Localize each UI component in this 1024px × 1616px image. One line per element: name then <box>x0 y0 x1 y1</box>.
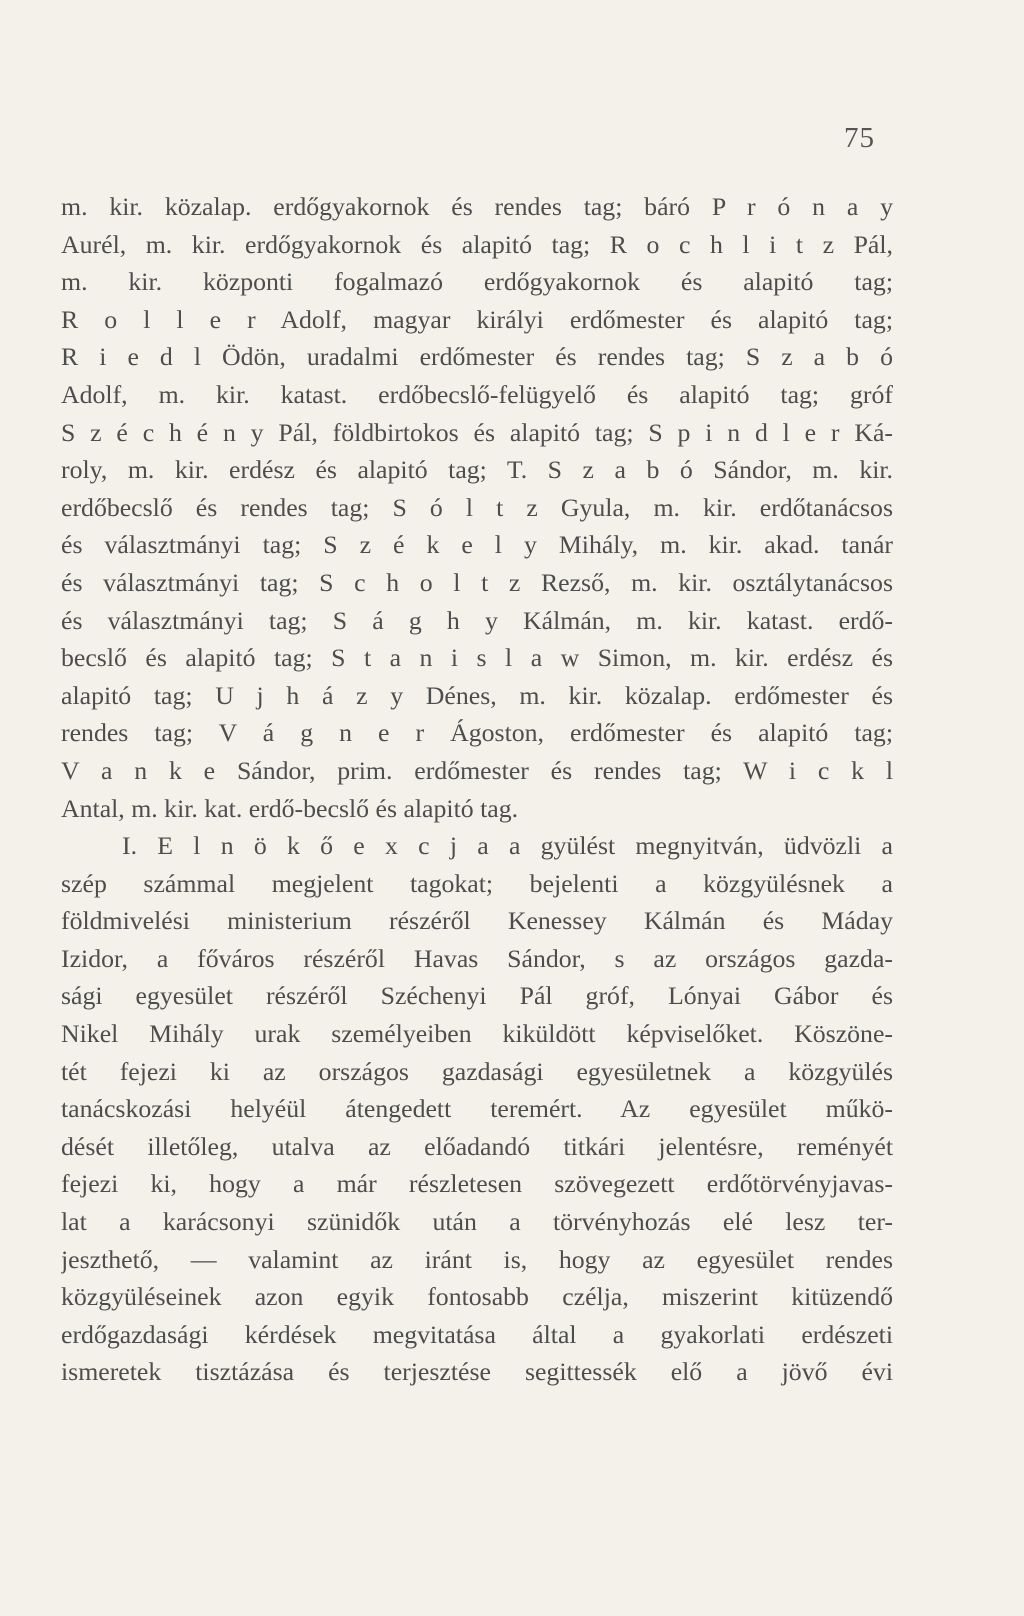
text-line: és választmányi tag; S á g h y Kálmán, m. kir. katast. erdő- <box>61 605 893 635</box>
text-line: tanácskozási helyéül átengedett teremért. Az egyesület műkö- <box>61 1094 893 1124</box>
text-line: földmivelési ministerium részéről Kenessey Kálmán és Máday <box>61 906 893 936</box>
text-line: és választmányi tag; S c h o l t z Rezső, m. kir. osztálytanácsos <box>61 567 893 597</box>
page-number: 75 <box>844 122 875 154</box>
text-line: Adolf, m. kir. katast. erdőbecslő-felügyelő és alapitó tag; gróf <box>61 379 893 409</box>
text-line: becslő és alapitó tag; S t a n i s l a w Simon, m. kir. erdész és <box>61 643 893 673</box>
text-line: alapitó tag; U j h á z y Dénes, m. kir. közalap. erdőmester és <box>61 680 893 710</box>
text-line: szép számmal megjelent tagokat; bejelenti a közgyülésnek a <box>61 868 893 898</box>
text-line: ismeretek tisztázása és terjesztése segittessék elő a jövő évi <box>61 1357 893 1387</box>
text-line: m. kir. közalap. erdőgyakornok és rendes tag; báró P r ó n a y <box>61 192 893 221</box>
text-line: Izidor, a főváros részéről Havas Sándor, s az országos gazda- <box>61 943 893 973</box>
text-line: lat a karácsonyi szünidők után a törvényhozás elé lesz ter- <box>61 1207 893 1237</box>
text-line: Nikel Mihály urak személyeiben kiküldött képviselőket. Köszöne- <box>61 1019 893 1049</box>
text-line: R i e d l Ödön, uradalmi erdőmester és rendes tag; S z a b ó <box>61 342 893 372</box>
text-line: erdőbecslő és rendes tag; S ó l t z Gyula, m. kir. erdőtanácsos <box>61 492 893 522</box>
text-line: V a n k e Sándor, prim. erdőmester és rendes tag; W i c k l <box>61 755 893 785</box>
text-line: sági egyesület részéről Széchenyi Pál gróf, Lónyai Gábor és <box>61 981 893 1011</box>
body-text <box>61 188 893 1391</box>
text-line: jeszthető, — valamint az iránt is, hogy az egyesület rendes <box>61 1244 893 1274</box>
text-line: dését illetőleg, utalva az előadandó titkári jelentésre, reményét <box>61 1131 893 1161</box>
text-line: és választmányi tag; S z é k e l y Mihály, m. kir. akad. tanár <box>61 530 893 560</box>
text-line: közgyüléseinek azon egyik fontosabb czélja, miszerint kitüzendő <box>61 1282 893 1312</box>
text-line: tét fejezi ki az országos gazdasági egyesületnek a közgyülés <box>61 1056 893 1086</box>
text-line: rendes tag; V á g n e r Ágoston, erdőmester és alapitó tag; <box>61 718 893 748</box>
text-line: erdőgazdasági kérdések megvitatása által a gyakorlati erdészeti <box>61 1319 893 1349</box>
text-line: Aurél, m. kir. erdőgyakornok és alapitó tag; R o c h l i t z Pál, <box>61 229 893 259</box>
text-line: m. kir. központi fogalmazó erdőgyakornok és alapitó tag; <box>61 267 893 297</box>
text-line: Antal, m. kir. kat. erdő-becslő és alapitó tag. <box>61 793 519 823</box>
text-line: S z é c h é n y Pál, földbirtokos és alapitó tag; S p i n d l e r Ká- <box>61 417 893 447</box>
text-line: R o l l e r Adolf, magyar királyi erdőmester és alapitó tag; <box>61 304 893 334</box>
text-line: roly, m. kir. erdész és alapitó tag; T. S z a b ó Sándor, m. kir. <box>61 455 893 485</box>
text-line: fejezi ki, hogy a már részletesen szövegezett erdőtörvényjavas- <box>61 1169 893 1199</box>
text-line: I. E l n ö k ő e x c j a a gyülést megnyitván, üdvözli a <box>122 831 893 861</box>
